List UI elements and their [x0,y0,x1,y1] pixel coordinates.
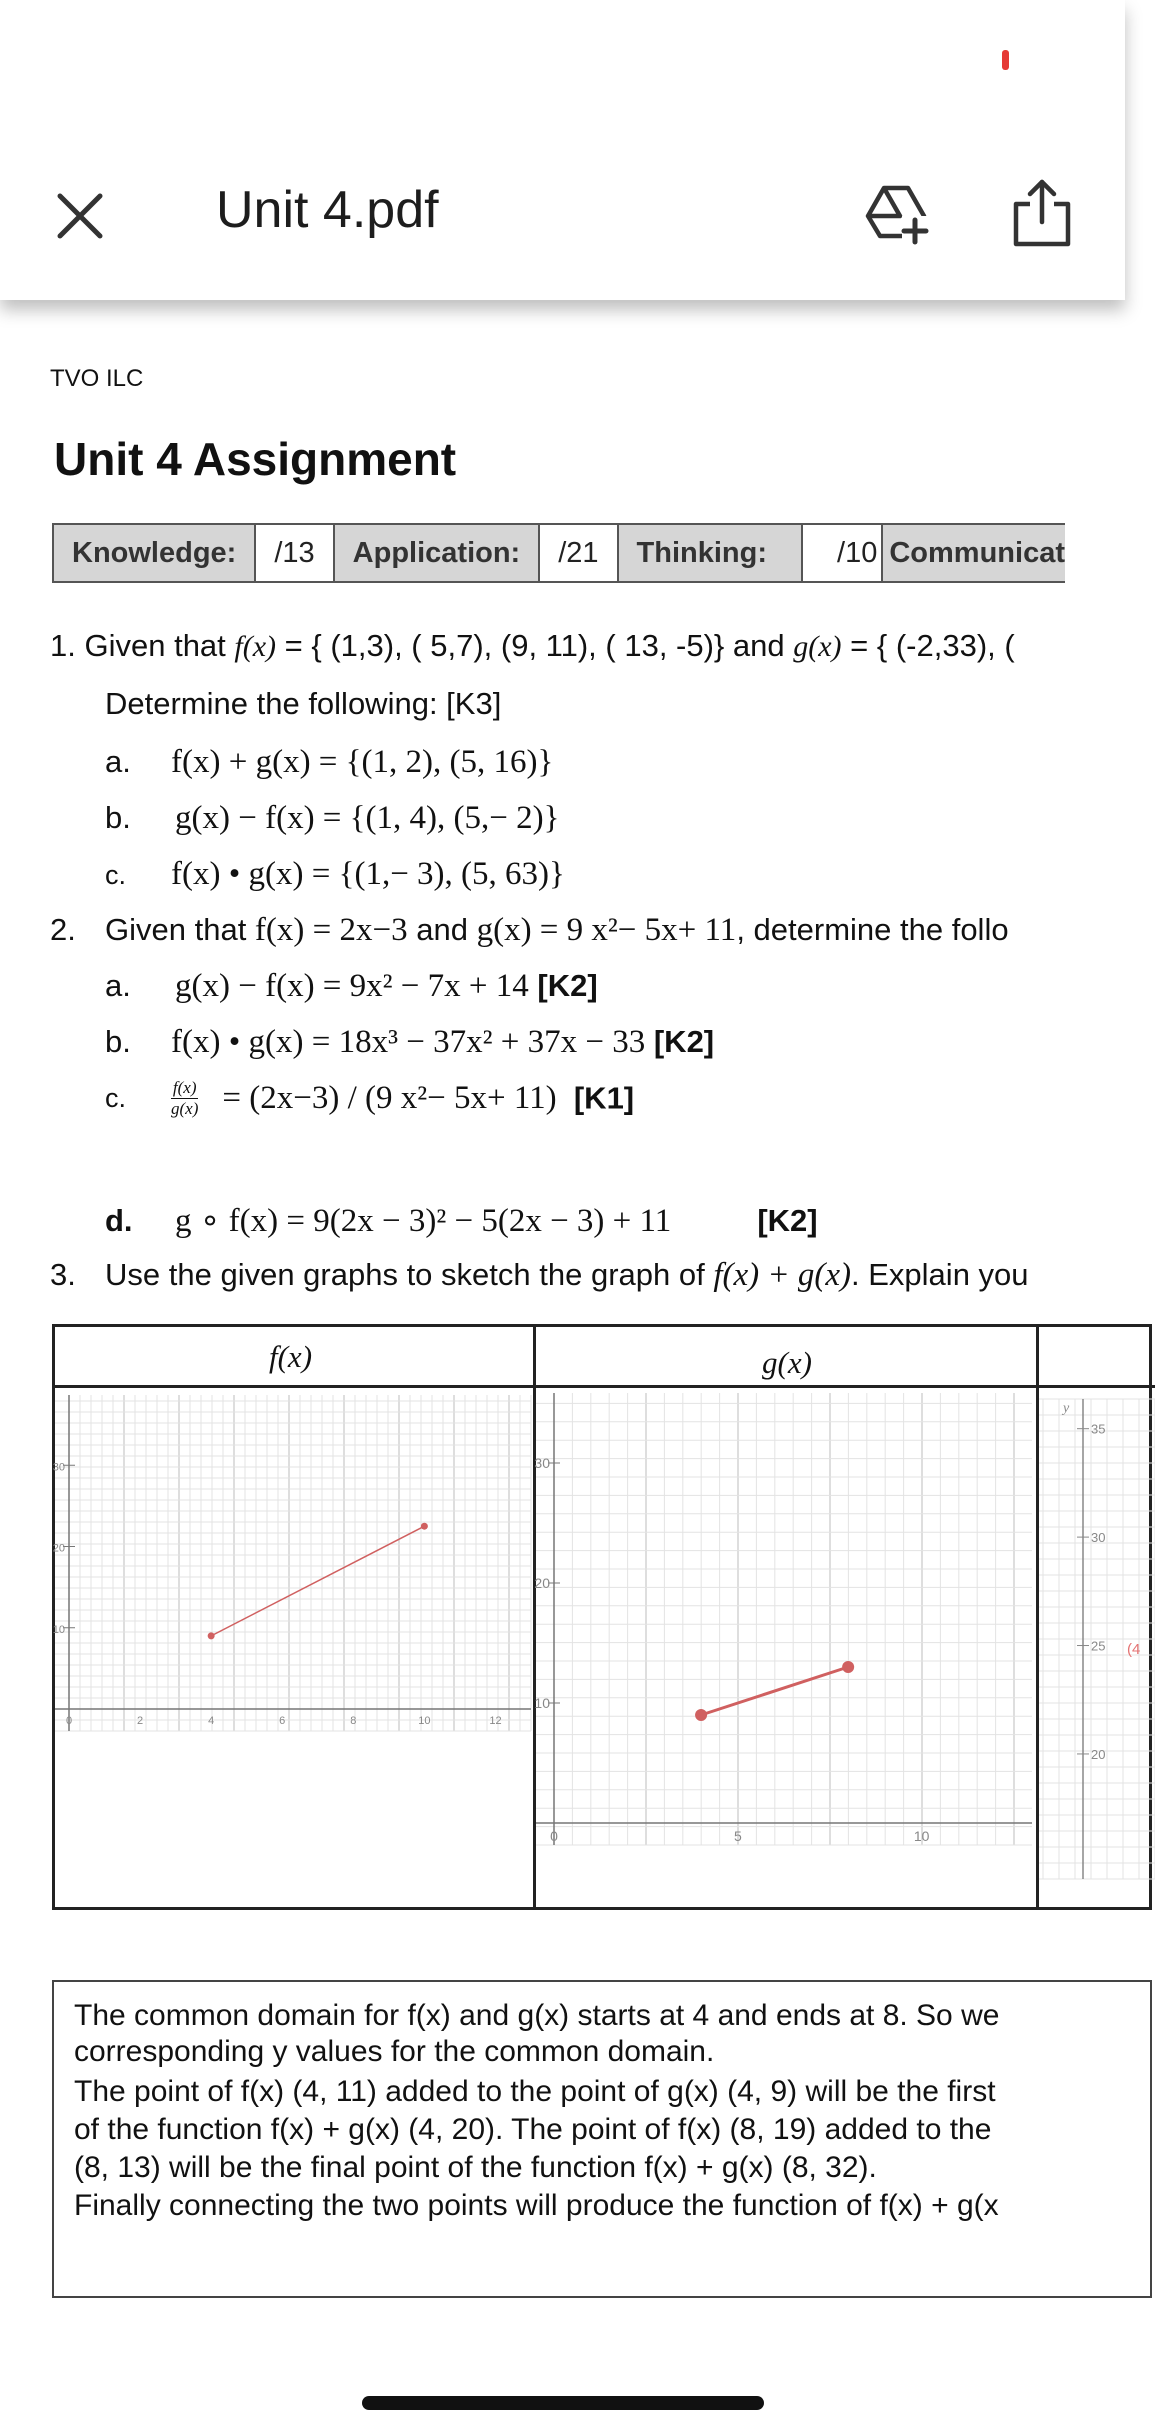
marks-label: Communicat [882,524,1065,582]
marks-value: /10 [802,524,882,582]
data-point [208,1632,215,1639]
part-answer: g(x) − f(x) = {(1, 4), (5,− 2)} [175,800,560,836]
y-tick-label: 25 [1091,1638,1106,1654]
question-text: and [407,912,477,947]
question-1 [50,628,1015,664]
y-tick-label: 20 [534,1575,550,1591]
part-answer: f(x) • g(x) = {(1,− 3), (5, 63)} [171,856,565,892]
series-line [211,1526,424,1636]
marks-tag: [K2] [537,968,598,1003]
org-name: TVO ILC [50,365,144,392]
q2-part-d [105,1200,818,1240]
f-set: = { (1,3), ( 5,7), (9, 11), ( 13, -5)} and [276,628,794,663]
part-letter: b. [105,800,131,835]
answer-line: Finally connecting the two points will produce the function of f(x) + g(x [74,2189,999,2222]
answer-line: The point of f(x) (4, 11) added to the point of g(x) (4, 9) will be the first [74,2075,996,2108]
graph-cell-g [536,1327,1036,1907]
y-tick-label: 30 [1091,1530,1106,1546]
marks-label: Application: [334,524,540,582]
data-point [842,1661,854,1673]
part-letter: c. [105,860,127,890]
question-number: 1. [50,628,76,663]
y-tick-label: 10 [534,1695,550,1711]
add-to-drive-icon[interactable] [862,180,930,246]
part-answer: g ∘ f(x) = 9(2x − 3)² − 5(2x − 3) + 11 [175,1203,672,1239]
g-set: = { (-2,33), ( [841,628,1015,663]
q1-instruction: Determine the following: [K3] [105,686,502,721]
question-text: Given that [105,912,255,947]
data-point [421,1523,428,1530]
g-label: g(x) [793,630,842,663]
question-text: Use the given graphs to sketch the graph of [105,1257,714,1292]
share-icon[interactable] [1010,176,1074,248]
question-3 [50,1257,1029,1294]
graph-header-f [55,1327,533,1388]
part-letter: b. [105,1024,131,1059]
document-title: Unit 4.pdf [216,181,439,239]
y-axis-label: y [1063,1401,1070,1416]
answer-line: corresponding y values for the common domain. [74,2035,715,2068]
q2-part-c [105,1078,634,1119]
answer-line: The common domain for f(x) and g(x) starts at 4 and ends at 8. So we [74,1999,1000,2032]
x-tick-label: 12 [489,1715,502,1727]
question-number: 3. [50,1257,76,1292]
f-label: f(x) [234,630,277,663]
marks-table [52,523,1065,583]
question-text: , determine the follo [736,912,1009,947]
question-number: 2. [50,912,76,947]
fraction-denominator: g(x) [171,1099,199,1118]
graph-table [52,1324,1152,1910]
app-bar [0,0,1125,300]
fraction [171,1078,198,1119]
f-graph [52,1389,533,1907]
g-definition: g(x) = 9 x²− 5x+ 11 [476,912,737,948]
answer-box [52,1980,1152,2298]
part-letter: d. [105,1203,133,1238]
graph-header-sum [1039,1327,1155,1388]
graph-header-g [536,1327,1036,1388]
marks-tag: [K2] [653,1024,715,1059]
fraction-numerator: f(x) [172,1078,197,1097]
sum-expression: f(x) + g(x) [713,1257,852,1293]
x-tick-label: 2 [137,1715,144,1727]
marks-value: /13 [255,524,333,582]
y-tick-label: 30 [534,1455,550,1471]
x-tick-label: 10 [418,1715,431,1727]
assignment-title: Unit 4 Assignment [54,433,457,485]
x-tick-label: 4 [208,1715,215,1727]
data-point [695,1709,707,1721]
marks-label: Knowledge: [53,524,255,582]
graph-cell-f [52,1327,533,1907]
answer-line: of the function f(x) + g(x) (4, 20). The point of f(x) (8, 19) added to the [74,2113,992,2146]
close-icon[interactable] [52,188,108,244]
q2-part-a [105,968,598,1005]
marks-tag: [K1] [573,1080,635,1116]
f-definition: f(x) = 2x−3 [254,912,408,948]
question-2 [50,912,1009,949]
f-graph-label: f(x) [269,1339,313,1374]
g-graph-label: g(x) [762,1345,812,1380]
part-letter: c. [105,1083,127,1113]
part-letter: a. [105,968,131,1003]
y-tick-label: 20 [1091,1746,1106,1762]
y-tick-label: 35 [1091,1421,1106,1437]
pdf-page[interactable] [0,300,1141,2436]
y-tick-label: 10 [52,1623,65,1636]
part-answer: = (2x−3) / (9 x²− 5x+ 11) [222,1080,557,1116]
x-tick-label: 5 [733,1828,742,1844]
x-tick-label: 8 [350,1715,357,1727]
q1-part-a [105,744,553,781]
q1-part-b [105,800,559,837]
answer-line: (8, 13) will be the final point of the function f(x) + g(x) (8, 32). [74,2151,877,2184]
sum-graph [1039,1389,1155,1907]
q1-part-c [105,856,565,893]
q2-part-b [105,1024,714,1061]
home-indicator[interactable] [362,2396,764,2410]
marks-value: /21 [539,524,617,582]
recording-indicator [1002,50,1009,70]
y-tick-label: 30 [52,1461,65,1474]
x-tick-label: 0 [550,1828,558,1844]
point-label: (4 [1127,1641,1141,1658]
part-answer: f(x) + g(x) = {(1, 2), (5, 16)} [171,744,554,780]
marks-tag: [K2] [757,1203,818,1238]
x-tick-label: 10 [913,1828,930,1844]
x-tick-label: 0 [65,1715,73,1727]
part-letter: a. [105,744,131,779]
question-text: . Explain you [851,1257,1029,1292]
y-tick-label: 20 [52,1542,65,1555]
g-graph [536,1389,1036,1907]
part-answer: f(x) • g(x) = 18x³ − 37x² + 37x − 33 [171,1024,646,1060]
graph-cell-sum [1039,1327,1155,1907]
x-tick-label: 6 [279,1715,286,1727]
part-answer: g(x) − f(x) = 9x² − 7x + 14 [175,968,529,1004]
marks-label: Thinking: [618,524,802,582]
question-text: Given that [84,628,235,663]
